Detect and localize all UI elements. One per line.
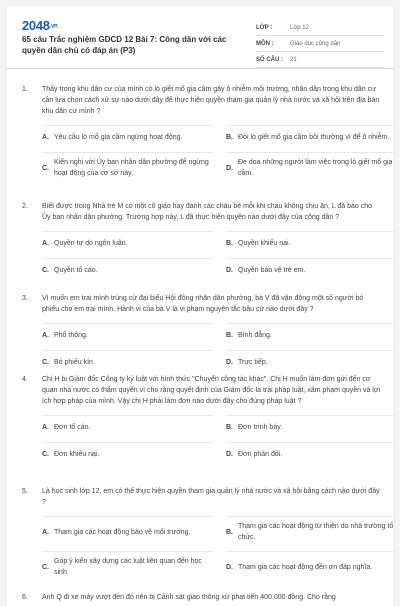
option-letter: C. (42, 358, 49, 366)
option-text: Quyền tự do ngôn luận. (54, 239, 128, 247)
option-text: Đơn trình bày. (238, 423, 283, 431)
question-number: 1. (22, 86, 28, 93)
option-text: Tham gia các hoạt động từ thiện do nhà trường tổ chức. (238, 523, 394, 541)
option-letter: B. (226, 528, 233, 536)
option-d[interactable] (226, 350, 394, 369)
option-letter: B. (226, 331, 233, 339)
option-letter: D. (226, 563, 233, 571)
question-4 (22, 374, 382, 461)
question-stem: Anh Q đi xe máy vượt đèn đỏ nên bị Cảnh sát giao thông xử phạt tiền 400.000 đồng. Cho rằng (42, 594, 336, 601)
answer-options (42, 125, 393, 179)
meta-table (256, 20, 384, 68)
meta-row-class (256, 20, 384, 36)
question-stem: Thấy trong khu dân cư của mình có lò giết mổ gia cầm gây ô nhiễm môi trường, nhân dân trong khu dân cư cần lựa chọn cách xử sự nào dưới đây để thực hiện quyền tham gia quản lý nhà nước và xã hội trên địa bàn khu dân cư mình ? (42, 86, 380, 115)
option-text: Quyền bảo vệ trẻ em. (238, 266, 306, 274)
option-text: Kiến nghị với Ủy ban nhân dân phường để ngừng hoạt động của cơ sở này. (54, 159, 209, 177)
option-text: Tham gia các hoạt động đền ơn đáp nghĩa. (238, 563, 373, 571)
question-1 (22, 84, 393, 179)
option-letter: C. (42, 450, 49, 458)
option-letter: A. (42, 528, 49, 536)
page-title: 65 câu Trắc nghiệm GDCD 12 Bài 7: Công dân với các quyền dân chủ có đáp án (P3) (22, 35, 227, 55)
option-text: Quyền khiếu nại. (238, 239, 291, 247)
option-b[interactable] (226, 125, 394, 144)
option-letter: B. (226, 423, 233, 431)
option-b[interactable] (226, 516, 394, 543)
site-logo[interactable] (22, 18, 58, 33)
option-letter: D. (226, 358, 233, 366)
option-text: Đòi lò giết mổ gia cầm bồi thường vì để ô nhiễm. (238, 133, 390, 141)
question-number: 4. (22, 376, 28, 383)
logo-text: 2048 (22, 18, 50, 33)
question-number: 5. (22, 488, 28, 495)
option-letter: C. (42, 164, 49, 172)
option-text: Đơn khiếu nại. (54, 450, 100, 458)
option-text: Góp ý kiến xây dựng các luật liên quan đến học sinh. (54, 558, 202, 576)
option-letter: A. (42, 133, 49, 141)
option-c[interactable] (42, 258, 212, 277)
option-text: Tham gia các hoạt động bảo vệ môi trường. (54, 528, 191, 536)
option-letter: B. (226, 239, 233, 247)
answer-options (42, 231, 382, 277)
question-stem: Vì muốn em trai mình trúng cử đại biểu Hội đồng nhân dân phường, bà V đã vận động một số người bỏ phiếu cho em trai mình. Hành vi của bà V là vi phạm nguyên tắc bầu cử nào dưới đây ? (42, 295, 364, 313)
question-stem: Biết được trong Nhà trẻ M có một cô giáo hay đánh các cháu bé mỗi khi cháu không chịu ăn, L đã báo cho Ủy ban nhân dân phường. Trường hợp này, L đã thực hiện quyền nào dưới đây của công dân ? (42, 203, 373, 221)
option-c[interactable] (42, 442, 212, 461)
meta-value: 21 (290, 56, 297, 63)
option-letter: A. (42, 423, 49, 431)
option-letter: D. (226, 450, 233, 458)
option-text: Bình đẳng. (238, 331, 272, 339)
option-letter: B. (226, 133, 233, 141)
answer-options (42, 415, 382, 461)
option-a[interactable] (42, 231, 212, 250)
option-text: Phổ thông. (54, 331, 88, 339)
option-letter: D. (226, 164, 233, 172)
answer-options (42, 516, 394, 578)
option-text: Đơn phản đối. (238, 450, 283, 458)
option-text: Đơn tố cáo. (54, 423, 91, 431)
logo-suffix: .vn (49, 23, 58, 30)
option-c[interactable] (42, 152, 212, 179)
option-a[interactable] (42, 125, 212, 144)
option-letter: C. (42, 563, 49, 571)
question-stem: Là học sinh lớp 12, em có thể thực hiện quyền tham gia quản lý nhà nước và xã hội bằng cách nào dưới đây ? (42, 488, 380, 506)
meta-value: Lớp 12 (290, 24, 309, 31)
option-c[interactable] (42, 350, 212, 369)
option-letter: D. (226, 266, 233, 274)
option-text: Bỏ phiếu kín. (54, 358, 95, 366)
question-6 (22, 592, 382, 603)
question-stem: Chị H bị Giám đốc Công ty kỷ luật với hình thức "Chuyển công tác khác". Chị H muốn làm đơn gửi đến cơ quan nhà nước có thẩm quyền vì cho rằng quyết định của Giám đốc là trái pháp luật, xâm phạm quyền và lợi ích hợp pháp của mình. Vậy chị H phải làm đơn nào dưới đây cho đúng pháp luật ? (42, 376, 381, 405)
meta-key: SỐ CÂU : (256, 56, 283, 63)
question-number: 6. (22, 594, 28, 601)
option-a[interactable] (42, 323, 212, 342)
option-text: Đe dọa những người làm việc trong lò giết mổ gia cầm. (238, 159, 393, 177)
page-header (6, 6, 394, 69)
document-page (6, 6, 394, 606)
option-b[interactable] (226, 323, 394, 342)
question-2 (22, 201, 382, 277)
option-a[interactable] (42, 415, 212, 434)
option-letter: A. (42, 331, 49, 339)
option-d[interactable] (226, 442, 394, 461)
option-text: Quyền tố cáo. (54, 266, 98, 274)
question-number: 3. (22, 295, 28, 302)
option-d[interactable] (226, 152, 394, 179)
meta-row-count (256, 52, 384, 68)
option-c[interactable] (42, 551, 212, 578)
option-letter: C. (42, 266, 49, 274)
option-d[interactable] (226, 258, 394, 277)
option-letter: A. (42, 239, 49, 247)
option-b[interactable] (226, 415, 394, 434)
option-text: Yêu cầu lò mổ gia cầm ngừng hoạt động. (54, 133, 183, 141)
option-a[interactable] (42, 516, 212, 543)
option-b[interactable] (226, 231, 394, 250)
question-number: 2. (22, 203, 28, 210)
question-3 (22, 293, 382, 369)
meta-key: LỚP : (256, 24, 273, 31)
meta-row-subject (256, 36, 384, 52)
meta-value: Giáo dục công dân (290, 40, 341, 47)
question-5 (22, 486, 394, 578)
meta-key: MÔN : (256, 40, 274, 47)
option-text: Trực tiếp. (238, 358, 268, 366)
option-d[interactable] (226, 551, 394, 578)
answer-options (42, 323, 382, 369)
